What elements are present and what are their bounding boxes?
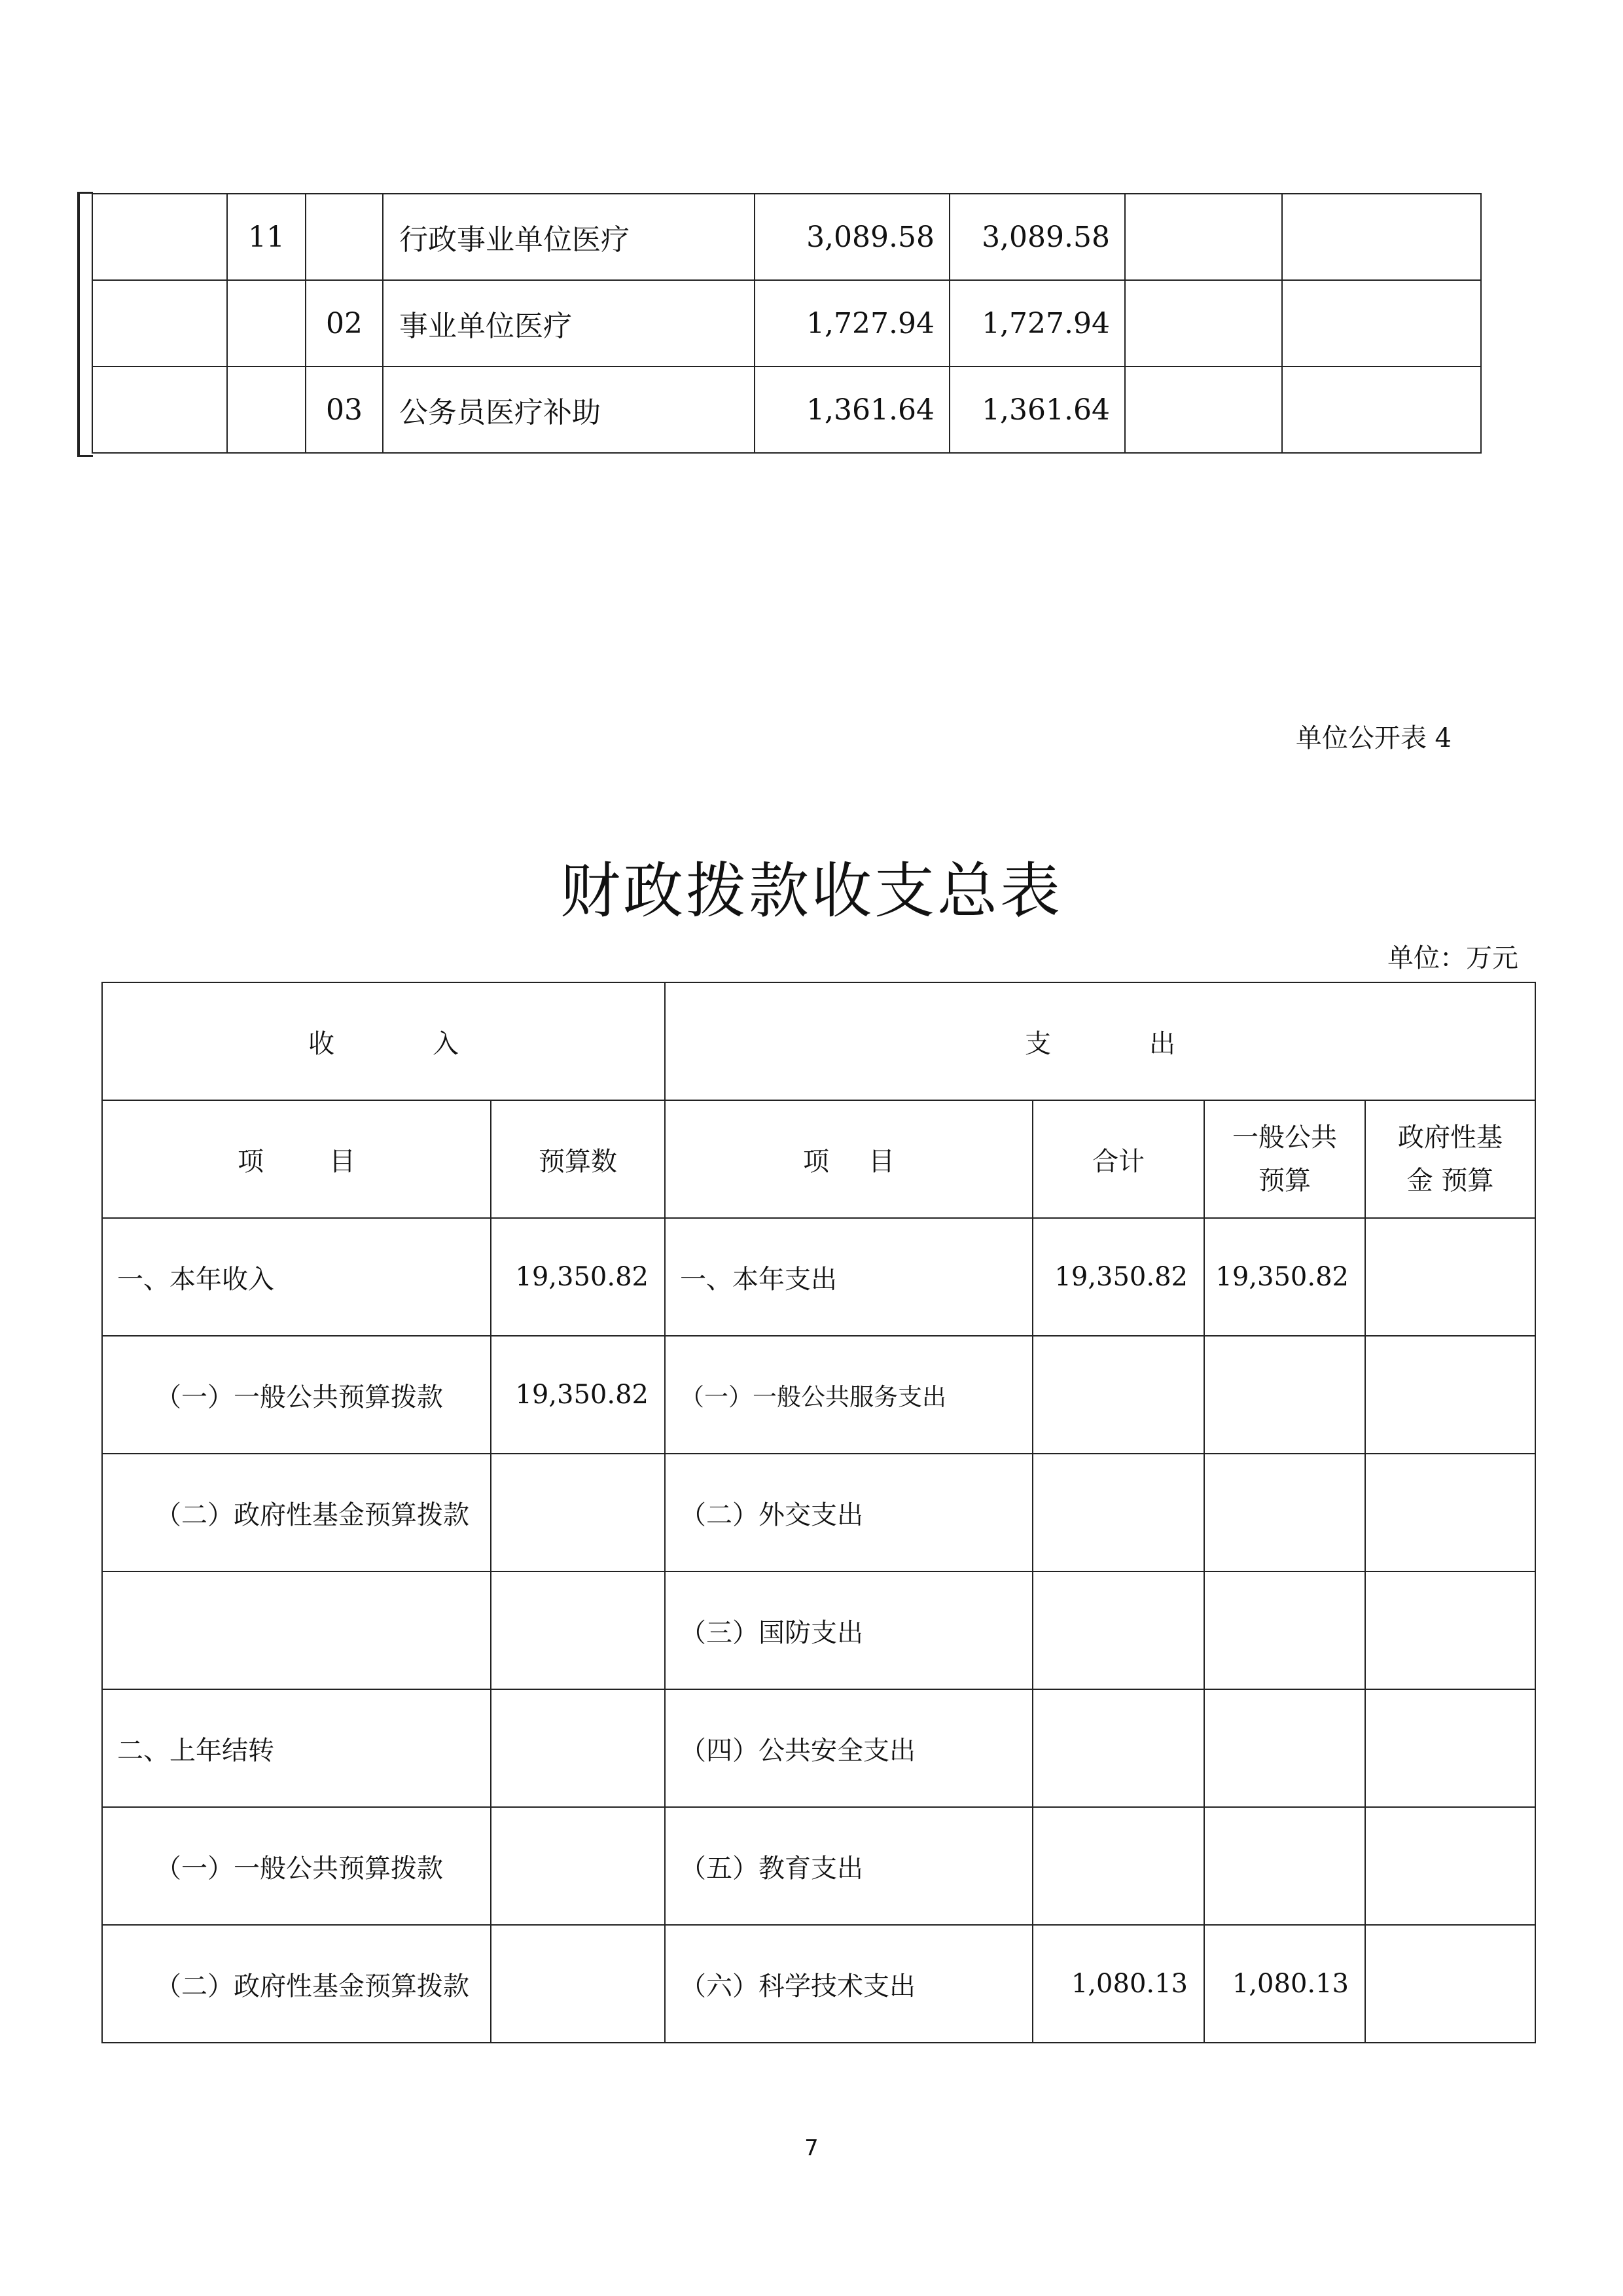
- table-header-row: [102, 1100, 1535, 1218]
- income-item: （二）政府性基金预算拨款: [102, 1925, 491, 2043]
- expense-header-a: 支: [1025, 1028, 1051, 1059]
- expense-item: （六）科学技术支出: [665, 1925, 1033, 2043]
- expense-total: 1,080.13: [1033, 1925, 1204, 2043]
- income-item: 二、上年结转: [102, 1689, 491, 1807]
- income-item: 一、本年收入: [102, 1218, 491, 1336]
- table-row: [102, 1807, 1535, 1925]
- classification-table-continued: [92, 193, 1482, 454]
- cell-class: [92, 194, 227, 280]
- cell-name: 事业单位医疗: [383, 280, 755, 367]
- table-header-row: [102, 982, 1535, 1100]
- expense-general: 1,080.13: [1204, 1925, 1365, 2043]
- income-value: [491, 1807, 665, 1925]
- income-value: [491, 1571, 665, 1689]
- expense-item: （五）教育支出: [665, 1807, 1033, 1925]
- cell-value: [1282, 194, 1481, 280]
- expense-general: [1204, 1689, 1365, 1807]
- cell-value: 1,361.64: [755, 367, 950, 453]
- expense-total: [1033, 1336, 1204, 1454]
- cell-value: [1125, 280, 1282, 367]
- cell-value: [1125, 194, 1282, 280]
- table-row: [92, 194, 1481, 280]
- col-header-fund-l1: 政府性基: [1398, 1122, 1503, 1153]
- page-title: 财政拨款收支总表: [560, 856, 1063, 926]
- expense-fund: [1365, 1689, 1535, 1807]
- cell-value: 1,727.94: [755, 280, 950, 367]
- expense-total: [1033, 1454, 1204, 1571]
- expense-item: （一）一般公共服务支出: [665, 1336, 1033, 1454]
- income-value: 19,350.82: [491, 1336, 665, 1454]
- table-left-border-top: [77, 192, 93, 194]
- expense-item: 一、本年支出: [665, 1218, 1033, 1336]
- col-header-item-a: 项: [238, 1146, 264, 1177]
- page-number: 7: [804, 2135, 819, 2161]
- col-header-item2-b: 目: [868, 1146, 895, 1177]
- cell-subclass: [227, 367, 306, 453]
- income-value: [491, 1689, 665, 1807]
- expense-general: [1204, 1454, 1365, 1571]
- cell-value: 1,361.64: [950, 367, 1125, 453]
- col-header-general-l1: 一般公共: [1232, 1122, 1337, 1153]
- table-row: [92, 280, 1481, 367]
- expense-general: [1204, 1336, 1365, 1454]
- form-number: 单位公开表 4: [1295, 723, 1452, 753]
- table-left-border: [77, 192, 80, 457]
- cell-value: [1125, 367, 1282, 453]
- expense-fund: [1365, 1454, 1535, 1571]
- table-row: [102, 1925, 1535, 2043]
- cell-item: 03: [306, 367, 383, 453]
- expense-general: [1204, 1571, 1365, 1689]
- income-header: [102, 982, 665, 1100]
- expense-item: （二）外交支出: [665, 1454, 1033, 1571]
- expense-total: [1033, 1807, 1204, 1925]
- table-row: [102, 1336, 1535, 1454]
- income-value: [491, 1454, 665, 1571]
- col-header-fund-budget: [1365, 1100, 1535, 1218]
- cell-value: 1,727.94: [950, 280, 1125, 367]
- income-item: （二）政府性基金预算拨款: [102, 1454, 491, 1571]
- income-header-a: 收: [308, 1028, 334, 1059]
- cell-item: 02: [306, 280, 383, 367]
- income-header-b: 入: [433, 1028, 459, 1059]
- expense-header-b: 出: [1149, 1028, 1175, 1059]
- income-item: [102, 1571, 491, 1689]
- expense-general: 19,350.82: [1204, 1218, 1365, 1336]
- cell-class: [92, 280, 227, 367]
- col-header-general-l2: 预算: [1258, 1166, 1311, 1196]
- cell-value: 3,089.58: [755, 194, 950, 280]
- cell-value: [1282, 280, 1481, 367]
- col-header-item-expense: [665, 1100, 1033, 1218]
- table-row: [102, 1218, 1535, 1336]
- table-row: [102, 1454, 1535, 1571]
- col-header-budget: 预算数: [491, 1100, 665, 1218]
- expense-item: （三）国防支出: [665, 1571, 1033, 1689]
- cell-name: 公务员医疗补助: [383, 367, 755, 453]
- expense-fund: [1365, 1218, 1535, 1336]
- expense-fund: [1365, 1925, 1535, 2043]
- expense-general: [1204, 1807, 1365, 1925]
- expense-fund: [1365, 1336, 1535, 1454]
- cell-value: 3,089.58: [950, 194, 1125, 280]
- col-header-item: [102, 1100, 491, 1218]
- cell-class: [92, 367, 227, 453]
- col-header-item2-a: 项: [803, 1146, 829, 1177]
- income-item: （一）一般公共预算拨款: [102, 1807, 491, 1925]
- expense-item: （四）公共安全支出: [665, 1689, 1033, 1807]
- expense-total: 19,350.82: [1033, 1218, 1204, 1336]
- col-header-fund-l2: 金 预算: [1406, 1166, 1494, 1196]
- income-value: 19,350.82: [491, 1218, 665, 1336]
- cell-value: [1282, 367, 1481, 453]
- income-item: （一）一般公共预算拨款: [102, 1336, 491, 1454]
- table-row: [92, 367, 1481, 453]
- cell-subclass: [227, 280, 306, 367]
- unit-label: 单位：万元: [1387, 943, 1518, 973]
- income-value: [491, 1925, 665, 2043]
- expense-total: [1033, 1689, 1204, 1807]
- cell-item: [306, 194, 383, 280]
- cell-subclass: 11: [227, 194, 306, 280]
- expense-total: [1033, 1571, 1204, 1689]
- table-row: [102, 1571, 1535, 1689]
- col-header-general-budget: [1204, 1100, 1365, 1218]
- expense-fund: [1365, 1571, 1535, 1689]
- col-header-total: 合计: [1033, 1100, 1204, 1218]
- expense-header: [665, 982, 1535, 1100]
- cell-name: 行政事业单位医疗: [383, 194, 755, 280]
- expense-fund: [1365, 1807, 1535, 1925]
- table-left-border-bottom: [77, 455, 93, 457]
- fiscal-appropriation-summary-table: [101, 982, 1536, 2043]
- col-header-item-b: 目: [329, 1146, 355, 1177]
- table-row: [102, 1689, 1535, 1807]
